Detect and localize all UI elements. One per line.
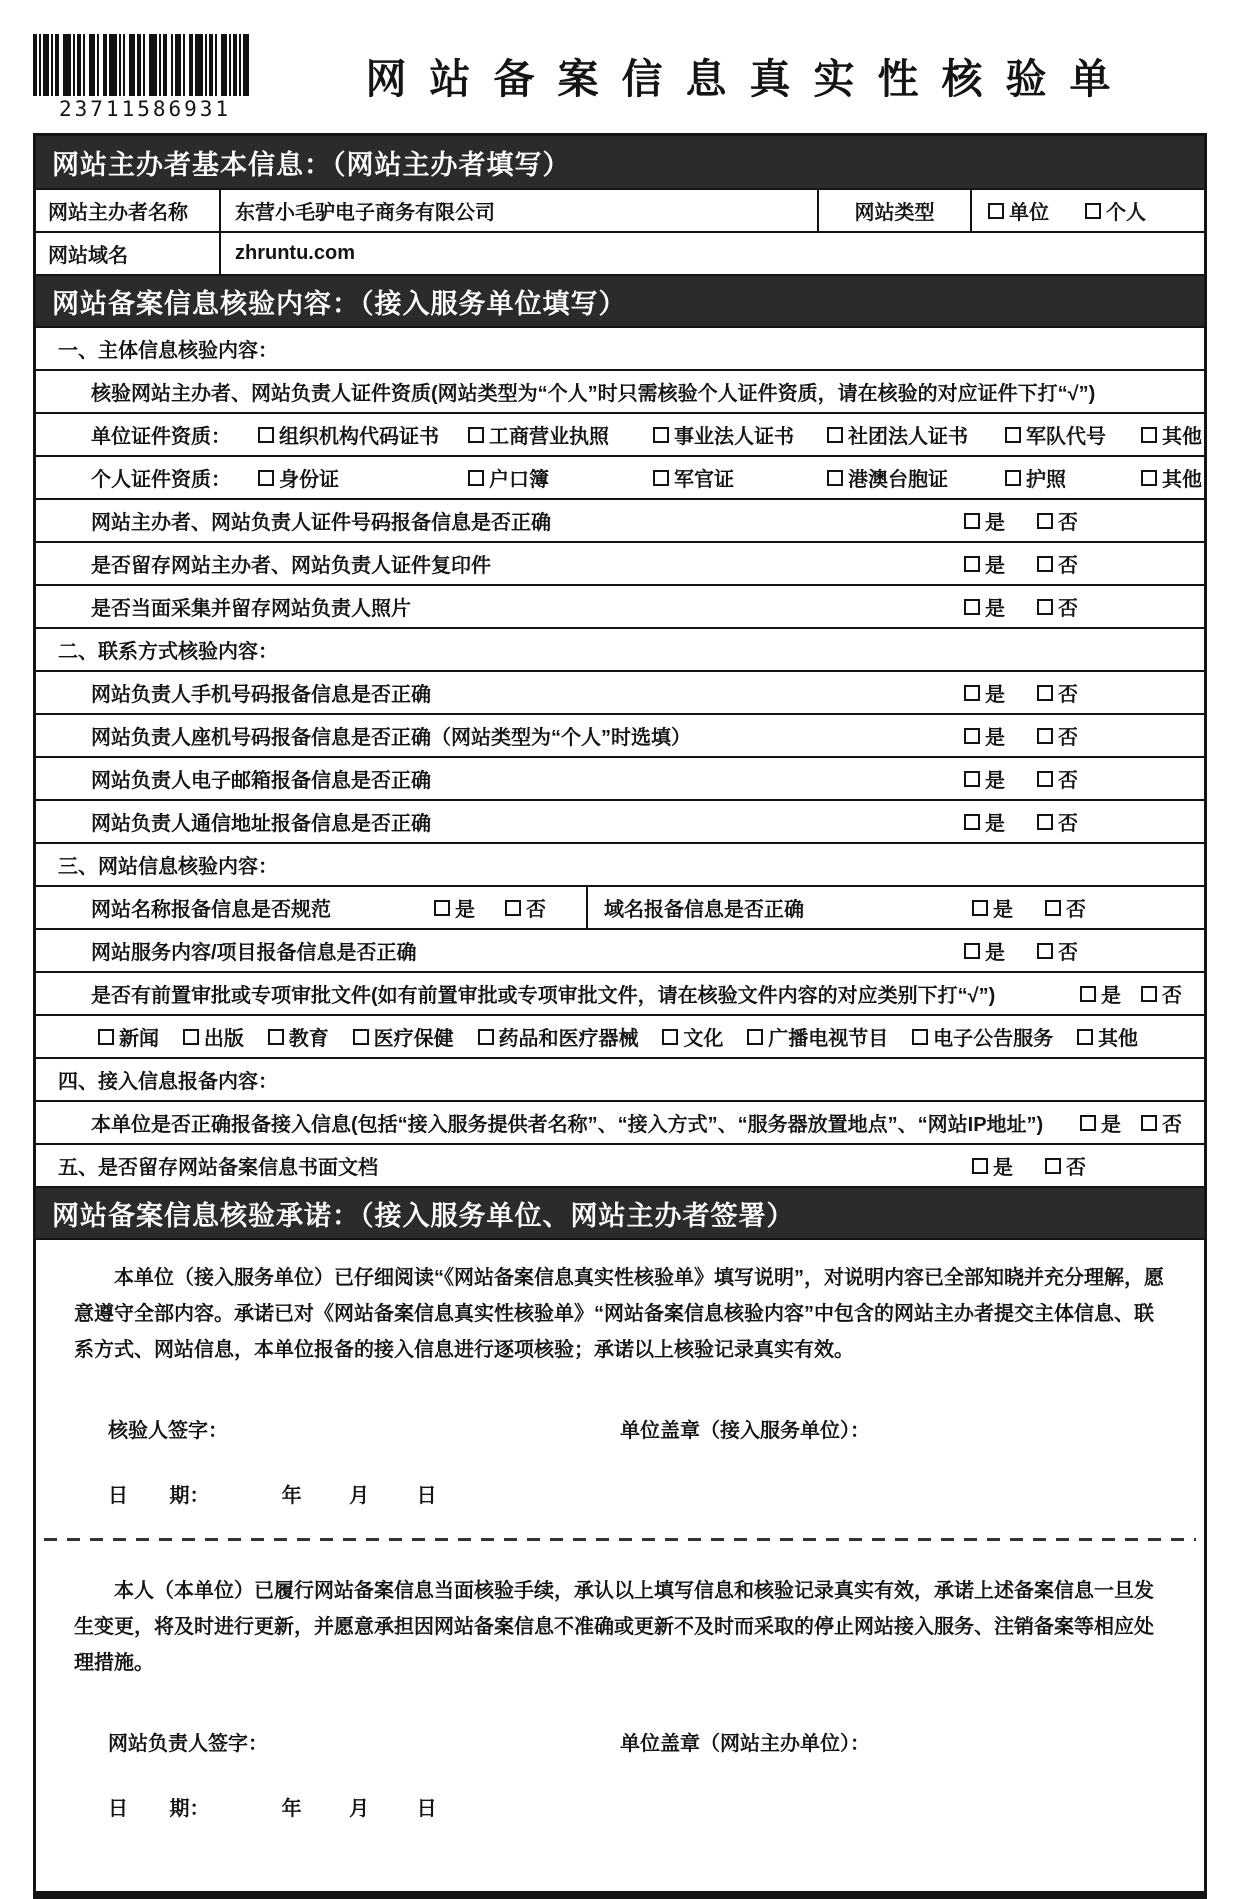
checkbox-business-license[interactable] <box>468 427 484 443</box>
approval-option <box>1077 1022 1138 1051</box>
yes-no-group <box>434 893 586 922</box>
unit-cert-option <box>468 420 653 449</box>
approval-option <box>912 1022 1053 1051</box>
checkbox-hk-macao-taiwan-cert[interactable] <box>827 470 843 486</box>
unit-seal-isp-label: 单位盖章（接入服务单位）： <box>620 1420 870 1442</box>
verify-row-access-info <box>36 1100 1204 1143</box>
section-header-organizer-info: 网站主办者基本信息：（网站主办者填写） <box>36 136 1204 188</box>
checkbox-yes[interactable] <box>964 728 980 744</box>
yes-label: 是 <box>985 770 1005 792</box>
verify-row-address <box>36 799 1204 842</box>
option-label: 工商营业执照 <box>489 426 609 448</box>
approval-option <box>98 1022 159 1051</box>
unit-cert-option <box>1141 420 1204 449</box>
no-label: 否 <box>1058 512 1078 534</box>
part2-title-row <box>36 627 1204 670</box>
yes-label: 是 <box>993 1157 1013 1179</box>
checkbox-no[interactable] <box>1037 771 1053 787</box>
checkbox-unit[interactable] <box>988 203 1004 219</box>
option-label: 其他 <box>1162 426 1202 448</box>
organizer-name-row <box>36 188 1204 231</box>
site-type-label: 网站类型 <box>817 190 972 231</box>
checkbox-no[interactable] <box>1037 814 1053 830</box>
domain-value: zhruntu.com <box>235 242 355 264</box>
date-label: 日 期： <box>108 1485 210 1507</box>
checkbox-military-officer-cert[interactable] <box>653 470 669 486</box>
checkbox-yes[interactable] <box>964 513 980 529</box>
yes-label: 是 <box>1101 985 1121 1007</box>
yes-no-group <box>972 1151 1204 1180</box>
verify-statement: 是否当面采集并留存网站负责人照片 <box>91 598 411 620</box>
checkbox-healthcare[interactable] <box>353 1029 369 1045</box>
checkbox-yes[interactable] <box>972 900 988 916</box>
verifier-signature-label: 核验人签字： <box>108 1420 228 1442</box>
yes-no-group <box>964 592 1196 621</box>
option-label: 户口簿 <box>489 469 549 491</box>
part4-title-row <box>36 1057 1204 1100</box>
checkbox-no[interactable] <box>1037 685 1053 701</box>
personal-cert-option <box>653 463 827 492</box>
checkbox-yes[interactable] <box>964 685 980 701</box>
checkbox-culture[interactable] <box>662 1029 678 1045</box>
checkbox-news[interactable] <box>98 1029 114 1045</box>
yes-label: 是 <box>985 598 1005 620</box>
date-label: 日 期： <box>108 1798 210 1820</box>
personal-cert-option <box>1141 463 1204 492</box>
verify-domain-cell <box>588 893 1204 922</box>
personal-cert-option <box>1005 463 1141 492</box>
checkbox-unit-other[interactable] <box>1141 427 1157 443</box>
domain-row <box>36 231 1204 274</box>
option-label: 其他 <box>1162 469 1202 491</box>
verify-statement: 本单位是否正确报备接入信息(包括“接入服务提供者名称”、“接入方式”、“服务器放置地点”、“网站IP地址”) <box>91 1114 1044 1136</box>
checkbox-no[interactable] <box>1037 513 1053 529</box>
checkbox-passport[interactable] <box>1005 470 1021 486</box>
promise-section <box>36 1238 1204 1891</box>
part5-title: 五、是否留存网站备案信息书面文档 <box>58 1157 378 1179</box>
checkbox-no[interactable] <box>1037 728 1053 744</box>
date-row-responsible <box>36 1792 1204 1821</box>
unit-cert-option <box>827 420 1005 449</box>
yes-no-group <box>964 549 1196 578</box>
verify-row-photo <box>36 584 1204 627</box>
verify-statement: 网站负责人电子邮箱报备信息是否正确 <box>91 770 431 792</box>
cert-note: 核验网站主办者、网站负责人证件资质(网站类型为“个人”时只需核验个人证件资质，请在核验的对应证件下打“√”) <box>91 383 1096 405</box>
checkbox-drugs-devices[interactable] <box>478 1029 494 1045</box>
promise-paragraph-organizer: 本人（本单位）已履行网站备案信息当面核验手续，承认以上填写信息和核验记录真实有效，承诺上述备案信息一旦发生变更，将及时进行更新，并愿意承担因网站备案信息不准确或更新不及时而采取的停止网站接入服务、注销备案等相应处理措施。 <box>74 1580 1154 1674</box>
verify-row-service-content <box>36 928 1204 971</box>
checkbox-no[interactable] <box>1037 599 1053 615</box>
no-label: 否 <box>526 899 546 921</box>
option-label: 军官证 <box>674 469 734 491</box>
no-label: 否 <box>1058 555 1078 577</box>
checkbox-yes[interactable] <box>434 900 450 916</box>
checkbox-no[interactable] <box>505 900 521 916</box>
checkbox-yes[interactable] <box>1080 1115 1096 1131</box>
site-type-personal-label: 个人 <box>1106 202 1146 224</box>
yes-no-group <box>964 506 1196 535</box>
option-label: 电子公告服务 <box>933 1028 1054 1050</box>
option-label: 事业法人证书 <box>674 426 794 448</box>
organizer-name-value: 东营小毛驴电子商务有限公司 <box>235 202 495 224</box>
checkbox-yes[interactable] <box>964 814 980 830</box>
approval-option <box>268 1022 329 1051</box>
verify-statement: 网站负责人通信地址报备信息是否正确 <box>91 813 431 835</box>
option-label: 医疗保健 <box>373 1028 454 1050</box>
site-type-option-unit <box>988 196 1049 225</box>
site-type-option-personal <box>1085 196 1146 225</box>
cert-note-row <box>36 369 1204 412</box>
checkbox-no[interactable] <box>1045 1158 1061 1174</box>
yes-label: 是 <box>985 813 1005 835</box>
checkbox-association-cert[interactable] <box>827 427 843 443</box>
checkbox-no[interactable] <box>1037 556 1053 572</box>
checkbox-yes[interactable] <box>964 599 980 615</box>
yes-no-group <box>964 764 1196 793</box>
option-label: 军队代号 <box>1026 426 1106 448</box>
part3-title: 三、网站信息核验内容： <box>58 856 278 878</box>
checkbox-personal[interactable] <box>1085 203 1101 219</box>
no-label: 否 <box>1058 813 1078 835</box>
option-label: 身份证 <box>279 469 339 491</box>
yes-label: 是 <box>1101 1114 1121 1136</box>
option-label: 护照 <box>1026 469 1066 491</box>
checkbox-no[interactable] <box>1141 986 1157 1002</box>
no-label: 否 <box>1162 985 1182 1007</box>
verify-statement: 网站名称报备信息是否规范 <box>91 899 331 921</box>
checkbox-org-code-cert[interactable] <box>258 427 274 443</box>
checkbox-approval-other[interactable] <box>1077 1029 1093 1045</box>
unit-seal-organizer-label: 单位盖章（网站主办单位）： <box>620 1733 870 1755</box>
yes-label: 是 <box>993 899 1013 921</box>
part2-title: 二、联系方式核验内容： <box>58 641 278 663</box>
checkbox-yes[interactable] <box>964 943 980 959</box>
sign-row-responsible <box>36 1727 1204 1756</box>
promise-paragraph-isp: 本单位（接入服务单位）已仔细阅读“《网站备案信息真实性核验单》填写说明”，对说明内容已全部知晓并充分理解，愿意遵守全部内容。承诺已对《网站备案信息真实性核验单》“网站备案信息核验内容”中包含的网站主办者提交主体信息、联系方式、网站信息，本单位报备的接入信息进行逐项核验；承诺以上核验记录真实有效。 <box>74 1267 1164 1361</box>
approval-option <box>478 1022 639 1051</box>
checkbox-education[interactable] <box>268 1029 284 1045</box>
dashed-divider <box>44 1538 1196 1541</box>
option-label: 广播电视节目 <box>768 1028 889 1050</box>
site-type-options <box>972 196 1204 225</box>
unit-cert-option <box>258 420 468 449</box>
checkbox-yes[interactable] <box>964 771 980 787</box>
verify-statement: 网站负责人手机号码报备信息是否正确 <box>91 684 431 706</box>
unit-cert-row <box>36 412 1204 455</box>
checkbox-bbs-service[interactable] <box>912 1029 928 1045</box>
approval-category-row <box>36 1014 1204 1057</box>
no-label: 否 <box>1058 727 1078 749</box>
verify-statement: 域名报备信息是否正确 <box>604 899 804 921</box>
organizer-name-label: 网站主办者名称 <box>36 190 221 231</box>
verify-statement: 网站服务内容/项目报备信息是否正确 <box>91 942 417 964</box>
checkbox-broadcast-tv[interactable] <box>747 1029 763 1045</box>
verify-row-cert-copy <box>36 541 1204 584</box>
barcode-icon <box>33 34 249 96</box>
domain-label: 网站域名 <box>36 233 221 274</box>
yes-no-group <box>964 936 1196 965</box>
checkbox-yes[interactable] <box>972 1158 988 1174</box>
date-row-verifier <box>36 1479 1204 1508</box>
yes-label: 是 <box>985 727 1005 749</box>
yes-label: 是 <box>985 942 1005 964</box>
yes-no-group <box>964 678 1196 707</box>
no-label: 否 <box>1058 942 1078 964</box>
date-ymd-fields: 年 月 日 <box>281 1798 437 1820</box>
barcode-block <box>33 34 269 121</box>
approval-option <box>183 1022 244 1051</box>
yes-label: 是 <box>985 555 1005 577</box>
section-header-promise: 网站备案信息核验承诺：（接入服务单位、网站主办者签署） <box>36 1186 1204 1238</box>
yes-no-group <box>964 807 1196 836</box>
approval-option <box>662 1022 723 1051</box>
option-label: 新闻 <box>119 1028 159 1050</box>
yes-no-group <box>972 893 1204 922</box>
checkbox-yes[interactable] <box>964 556 980 572</box>
page-title: 网站备案信息真实性核验单 <box>365 56 1134 102</box>
personal-cert-option <box>827 463 1005 492</box>
yes-label: 是 <box>985 684 1005 706</box>
verify-row-paper-archive <box>36 1143 1204 1186</box>
checkbox-publishing[interactable] <box>183 1029 199 1045</box>
verify-row-mobile <box>36 670 1204 713</box>
yes-no-group <box>964 721 1196 750</box>
unit-cert-label: 单位证件资质： <box>91 426 231 448</box>
part1-title: 一、主体信息核验内容： <box>58 340 278 362</box>
checkbox-id-card[interactable] <box>258 470 274 486</box>
yes-no-group <box>1080 979 1196 1008</box>
checkbox-household-register[interactable] <box>468 470 484 486</box>
checkbox-institution-cert[interactable] <box>653 427 669 443</box>
verify-sitename-cell <box>36 887 588 928</box>
verify-statement: 是否有前置审批或专项审批文件(如有前置审批或专项审批文件，请在核验文件内容的对应类别下打“√”) <box>91 985 996 1007</box>
verify-statement: 是否留存网站主办者、网站负责人证件复印件 <box>91 555 491 577</box>
verify-row-sitename-domain <box>36 885 1204 928</box>
yes-label: 是 <box>455 899 475 921</box>
sign-row-verifier <box>36 1414 1204 1443</box>
approval-option <box>747 1022 888 1051</box>
part3-title-row <box>36 842 1204 885</box>
no-label: 否 <box>1058 684 1078 706</box>
checkbox-no[interactable] <box>1141 1115 1157 1131</box>
yes-no-group <box>1080 1108 1196 1137</box>
checkbox-no[interactable] <box>1037 943 1053 959</box>
verify-row-email <box>36 756 1204 799</box>
site-type-unit-label: 单位 <box>1009 202 1049 224</box>
part1-title-row <box>36 326 1204 369</box>
document-header <box>0 0 1240 121</box>
option-label: 组织机构代码证书 <box>279 426 439 448</box>
approval-option <box>353 1022 454 1051</box>
verify-row-cert-number <box>36 498 1204 541</box>
option-label: 其他 <box>1098 1028 1138 1050</box>
form-table <box>33 133 1207 1899</box>
option-label: 文化 <box>683 1028 724 1050</box>
checkbox-no[interactable] <box>1045 900 1061 916</box>
no-label: 否 <box>1066 899 1086 921</box>
personal-cert-row <box>36 455 1204 498</box>
verify-row-pre-approval <box>36 971 1204 1014</box>
personal-cert-option <box>258 463 468 492</box>
option-label: 社团法人证书 <box>848 426 968 448</box>
barcode-number: 23711586931 <box>59 97 232 121</box>
date-ymd-fields: 年 月 日 <box>281 1485 437 1507</box>
option-label: 港澳台胞证 <box>848 469 948 491</box>
option-label: 药品和医疗器械 <box>498 1028 639 1050</box>
personal-cert-option <box>468 463 653 492</box>
no-label: 否 <box>1058 598 1078 620</box>
personal-cert-label: 个人证件资质： <box>91 469 231 491</box>
verify-statement: 网站负责人座机号码报备信息是否正确（网站类型为“个人”时选填） <box>91 727 691 749</box>
checkbox-yes[interactable] <box>1080 986 1096 1002</box>
part4-title: 四、接入信息报备内容： <box>58 1071 278 1093</box>
verify-row-landline <box>36 713 1204 756</box>
verify-statement: 网站主办者、网站负责人证件号码报备信息是否正确 <box>91 512 551 534</box>
yes-label: 是 <box>985 512 1005 534</box>
section-header-verify-content: 网站备案信息核验内容：（接入服务单位填写） <box>36 274 1204 326</box>
no-label: 否 <box>1058 770 1078 792</box>
no-label: 否 <box>1066 1157 1086 1179</box>
checkbox-military-code[interactable] <box>1005 427 1021 443</box>
unit-cert-option <box>653 420 827 449</box>
option-label: 教育 <box>288 1028 329 1050</box>
responsible-signature-label: 网站负责人签字： <box>108 1733 268 1755</box>
unit-cert-option <box>1005 420 1141 449</box>
option-label: 出版 <box>203 1028 244 1050</box>
no-label: 否 <box>1162 1114 1182 1136</box>
checkbox-personal-other[interactable] <box>1141 470 1157 486</box>
